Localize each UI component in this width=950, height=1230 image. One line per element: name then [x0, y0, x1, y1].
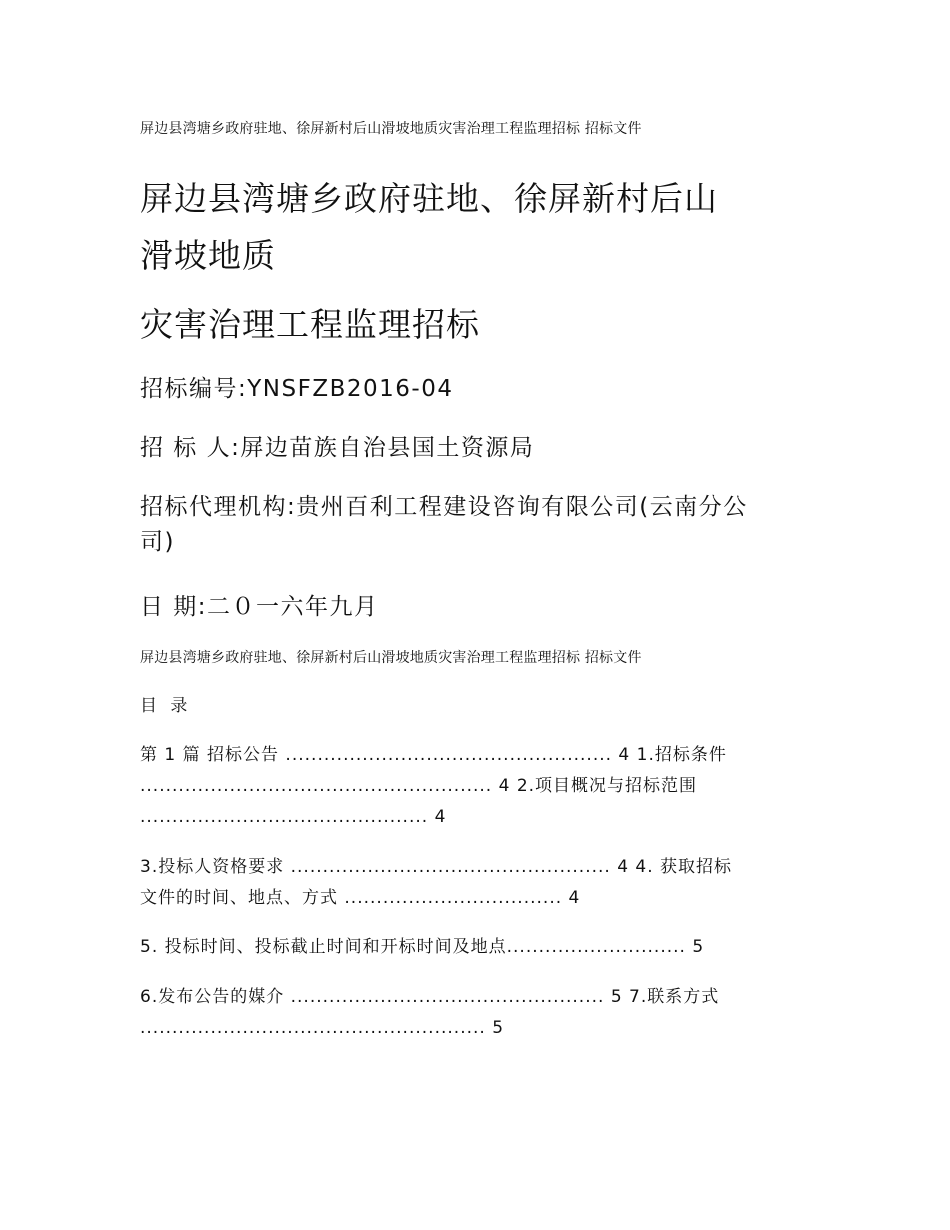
toc-row[interactable]: 第 1 篇 招标公告 ................................................... 4 1.招标条件: [140, 745, 727, 765]
title-line-3: 灾害治理工程监理招标: [140, 305, 480, 344]
title-line-1: 屏边县湾塘乡政府驻地、徐屏新村后山: [140, 179, 718, 218]
toc-row[interactable]: 3.投标人资格要求 .................................................. 4 4. 获取招标: [140, 857, 733, 877]
tender-date: 日 期:二０一六年九月: [140, 594, 379, 620]
tender-agency-line-2: 司): [140, 529, 175, 555]
toc-entry-group-1: [140, 740, 812, 833]
document-title: [140, 170, 812, 284]
running-header: 屏边县湾塘乡政府驻地、徐屏新村后山滑坡地质灾害治理工程监理招标 招标文件: [140, 121, 642, 137]
running-header-2: 屏边县湾塘乡政府驻地、徐屏新村后山滑坡地质灾害治理工程监理招标 招标文件: [140, 650, 642, 666]
toc-entry-group-2: [140, 852, 812, 914]
tender-number: 招标编号:YNSFZB2016-04: [140, 376, 454, 402]
toc-row[interactable]: 5. 投标时间、投标截止时间和开标时间及地点............................ 5: [140, 937, 705, 957]
toc-entry-group-3: [140, 932, 812, 963]
toc-row[interactable]: ............................................. 4: [140, 807, 447, 827]
tender-agency: [140, 490, 812, 560]
toc-row[interactable]: 文件的时间、地点、方式 .................................. 4: [140, 888, 581, 908]
toc-title: 目 录: [140, 696, 192, 716]
title-line-2: 滑坡地质: [140, 236, 276, 275]
tender-agency-line-1: 招标代理机构:贵州百利工程建设咨询有限公司(云南分公: [140, 494, 748, 520]
toc-row[interactable]: ...................................................... 5: [140, 1018, 505, 1038]
toc-row[interactable]: ....................................................... 4 2.项目概况与招标范围: [140, 776, 698, 796]
toc-entry-group-4: [140, 982, 812, 1044]
toc-row[interactable]: 6.发布公告的媒介 ................................................. 5 7.联系方式: [140, 987, 720, 1007]
tenderer: 招 标 人:屏边苗族自治县国土资源局: [140, 435, 535, 461]
